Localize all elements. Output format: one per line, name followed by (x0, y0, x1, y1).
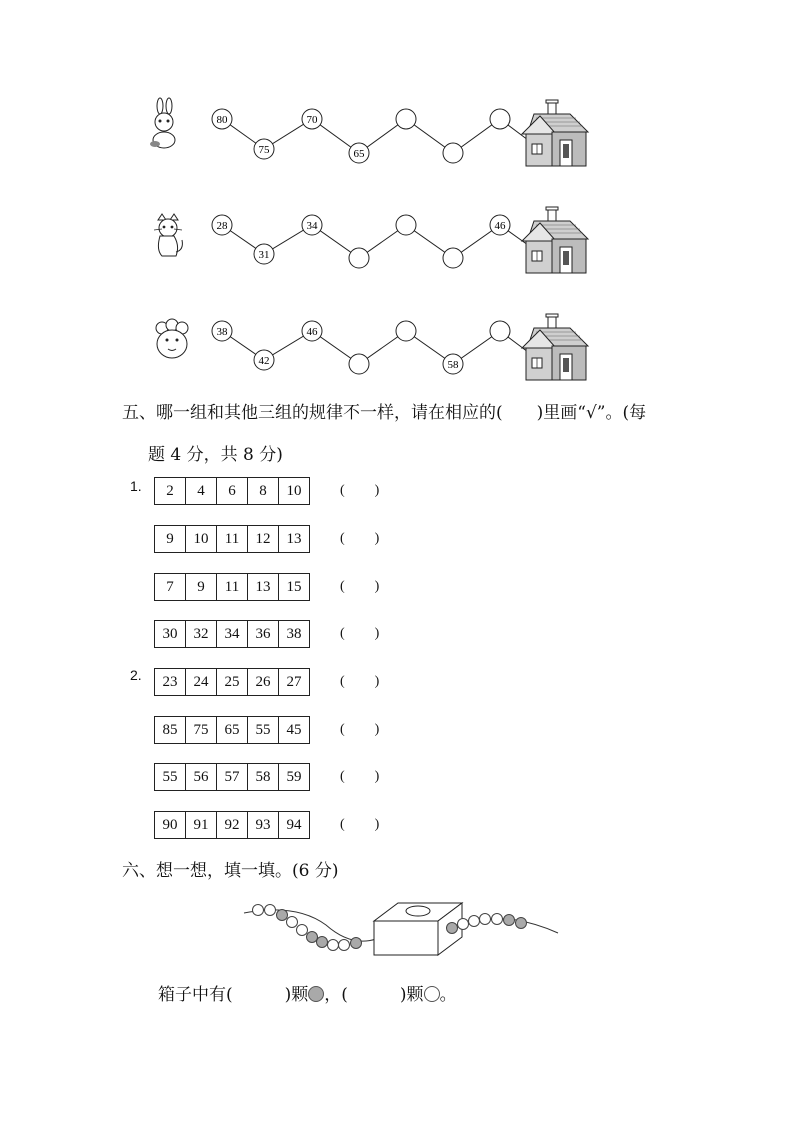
question-1-number: 1. (130, 478, 142, 494)
number-group-6 (154, 716, 310, 744)
chain-node[interactable] (302, 109, 322, 129)
gray-bead (307, 932, 318, 943)
group-cell: 10 (186, 526, 217, 553)
group-cell: 93 (248, 812, 279, 839)
paren-close: ) (374, 579, 380, 594)
svg-text:65: 65 (353, 148, 365, 160)
cat-icon (154, 214, 182, 256)
chain-node[interactable] (302, 321, 322, 341)
chain-3 (156, 314, 588, 380)
paren-close: ) (374, 674, 380, 689)
gray-bead (277, 910, 288, 921)
white-bead (492, 914, 503, 925)
sheep-icon (156, 319, 188, 358)
number-group-3 (154, 573, 310, 601)
group-cell: 91 (186, 812, 217, 839)
gray-bead (447, 923, 458, 934)
house-icon (522, 314, 588, 380)
answer-parentheses[interactable] (340, 769, 379, 785)
chain-node[interactable] (443, 248, 463, 268)
number-group-1 (154, 477, 310, 505)
paren-open: ( (340, 483, 345, 498)
group-cell: 2 (155, 478, 186, 505)
chain-node[interactable] (212, 321, 232, 341)
group-cell: 13 (279, 526, 310, 553)
paren-close: ) (374, 722, 380, 737)
chain-node[interactable] (349, 354, 369, 374)
paren-close: ) (374, 769, 380, 784)
group-cell: 32 (186, 621, 217, 648)
answer-parentheses[interactable] (340, 817, 379, 833)
white-bead (469, 916, 480, 927)
chain-node[interactable] (349, 248, 369, 268)
group-cell: 11 (217, 526, 248, 553)
chain-node[interactable] (212, 109, 232, 129)
group-cell: 27 (279, 669, 310, 696)
chain-node[interactable] (212, 215, 232, 235)
left-bead-string (253, 905, 362, 951)
chain-node[interactable] (443, 143, 463, 163)
group-cell: 9 (186, 574, 217, 601)
answer-parentheses[interactable] (340, 579, 379, 595)
gray-bead (317, 937, 328, 948)
group-cell: 12 (248, 526, 279, 553)
white-bead (328, 940, 339, 951)
paren-open: ( (340, 674, 345, 689)
group-cell: 13 (248, 574, 279, 601)
chain-node[interactable] (254, 139, 274, 159)
group-cell: 25 (217, 669, 248, 696)
answer-mid3: )颗 (399, 985, 424, 1005)
group-cell: 11 (217, 574, 248, 601)
paren-close: ) (374, 531, 380, 546)
group-cell: 6 (217, 478, 248, 505)
paren-open: ( (340, 769, 345, 784)
number-group-7 (154, 763, 310, 791)
chain-node[interactable] (443, 354, 463, 374)
answer-end: 。 (439, 985, 457, 1005)
gray-bead (516, 918, 527, 929)
paren-close: ) (374, 626, 380, 641)
group-cell: 4 (186, 478, 217, 505)
svg-text:46: 46 (494, 220, 506, 232)
paren-open: ( (340, 817, 345, 832)
group-cell: 90 (155, 812, 186, 839)
svg-text:70: 70 (306, 114, 318, 126)
chain-node[interactable] (490, 321, 510, 341)
white-bead (287, 917, 298, 928)
gray-bead-icon (308, 986, 324, 1002)
number-group-5 (154, 668, 310, 696)
chain-node[interactable] (349, 143, 369, 163)
group-cell: 34 (217, 621, 248, 648)
chain-2 (154, 207, 588, 273)
chain-1 (150, 98, 588, 166)
chain-node[interactable] (302, 215, 322, 235)
white-bead (458, 919, 469, 930)
paren-close: ) (374, 483, 380, 498)
chain-node[interactable] (396, 109, 416, 129)
answer-parentheses[interactable] (340, 674, 379, 690)
svg-text:28: 28 (216, 220, 228, 232)
group-cell: 58 (248, 764, 279, 791)
group-cell: 38 (279, 621, 310, 648)
white-bead (339, 940, 350, 951)
answer-mid2: ，( (324, 985, 348, 1005)
house-icon (522, 100, 588, 166)
group-cell: 85 (155, 717, 186, 744)
number-group-8 (154, 811, 310, 839)
group-cell: 45 (279, 717, 310, 744)
group-cell: 23 (155, 669, 186, 696)
chain-node[interactable] (254, 350, 274, 370)
gray-bead (504, 915, 515, 926)
chain-node[interactable] (490, 215, 510, 235)
chain-node[interactable] (396, 321, 416, 341)
section6-answer-line (158, 980, 457, 1005)
answer-parentheses[interactable] (340, 722, 379, 738)
group-cell: 24 (186, 669, 217, 696)
group-cell: 8 (248, 478, 279, 505)
answer-prefix: 箱子中有( (158, 985, 233, 1005)
paren-open: ( (340, 626, 345, 641)
answer-parentheses[interactable] (340, 483, 379, 499)
svg-text:42: 42 (258, 355, 270, 367)
group-cell: 65 (217, 717, 248, 744)
question-2-number: 2. (130, 667, 142, 683)
group-cell: 59 (279, 764, 310, 791)
svg-text:80: 80 (216, 114, 228, 126)
section6-title: 六、想一想，填一填。(6 分) (122, 861, 339, 881)
house-icon (522, 207, 588, 273)
answer-mid1: )颗 (284, 985, 309, 1005)
group-cell: 92 (217, 812, 248, 839)
white-bead (265, 905, 276, 916)
svg-text:75: 75 (258, 144, 270, 156)
white-bead (480, 914, 491, 925)
svg-text:38: 38 (216, 326, 228, 338)
section5-title: 五、哪一组和其他三组的规律不一样，请在相应的( )里画“√”。(每 (122, 403, 647, 423)
group-cell: 15 (279, 574, 310, 601)
chain-node[interactable] (490, 109, 510, 129)
number-chains (0, 0, 794, 395)
svg-text:46: 46 (306, 326, 318, 338)
number-group-2 (154, 525, 310, 553)
answer-parentheses[interactable] (340, 626, 379, 642)
group-cell: 10 (279, 478, 310, 505)
group-cell: 57 (217, 764, 248, 791)
white-bead (297, 925, 308, 936)
group-cell: 36 (248, 621, 279, 648)
chain-node[interactable] (396, 215, 416, 235)
svg-text:31: 31 (258, 249, 270, 261)
group-cell: 7 (155, 574, 186, 601)
white-bead-icon (424, 986, 440, 1002)
group-cell: 55 (248, 717, 279, 744)
group-cell: 94 (279, 812, 310, 839)
group-cell: 9 (155, 526, 186, 553)
paren-open: ( (340, 579, 345, 594)
paren-open: ( (340, 531, 345, 546)
paren-close: ) (374, 817, 380, 832)
group-cell: 26 (248, 669, 279, 696)
svg-text:58: 58 (447, 359, 459, 371)
answer-parentheses[interactable] (340, 531, 379, 547)
white-bead (253, 905, 264, 916)
gray-bead (351, 938, 362, 949)
number-group-4 (154, 620, 310, 648)
section5-title-cont: 题 4 分，共 8 分) (148, 445, 283, 465)
group-cell: 30 (155, 621, 186, 648)
chain-node[interactable] (254, 244, 274, 264)
group-cell: 75 (186, 717, 217, 744)
svg-text:34: 34 (306, 220, 318, 232)
bead-string-illustration (236, 895, 566, 965)
paren-open: ( (340, 722, 345, 737)
group-cell: 56 (186, 764, 217, 791)
group-cell: 55 (155, 764, 186, 791)
rabbit-icon (150, 98, 175, 148)
